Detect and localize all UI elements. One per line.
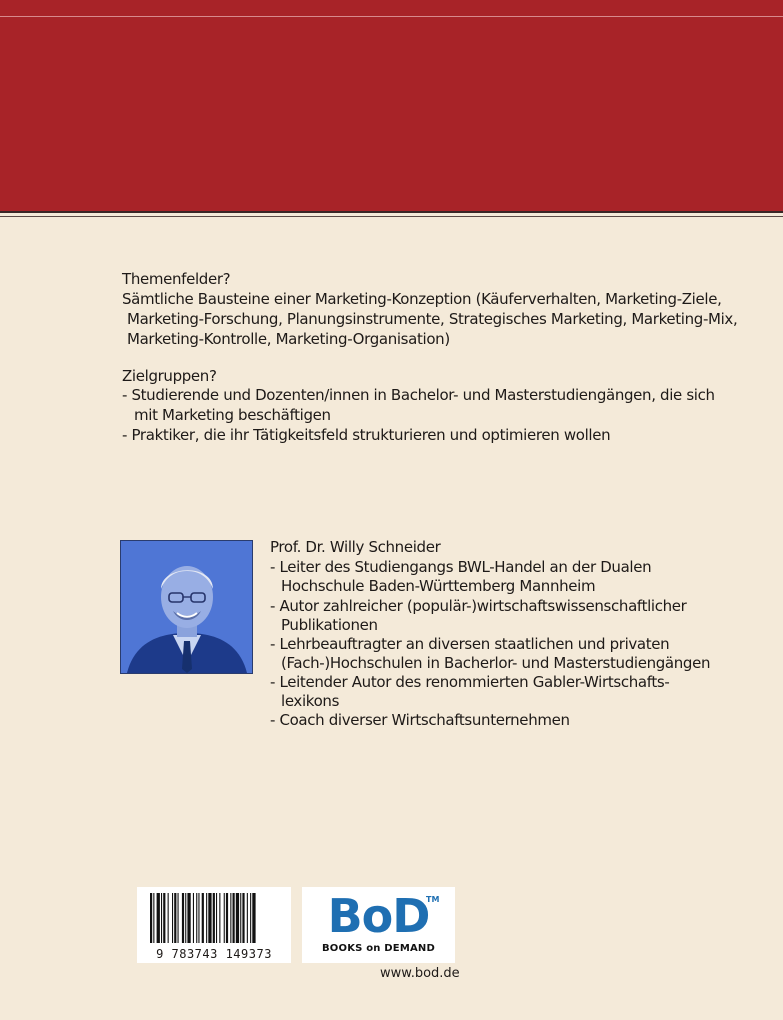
barcode-bar — [242, 893, 244, 943]
barcode-bar — [250, 893, 251, 943]
author-line-7: - Leitender Autor des renommierten Gabler-Wirtschafts- — [270, 673, 670, 691]
themen-line-1: Sämtliche Bausteine einer Marketing-Konzeption (Käuferverhalten, Marketing-Ziele, — [122, 290, 722, 308]
barcode-bar — [157, 893, 160, 943]
author-line-3: - Autor zahlreicher (populär-)wirtschaftswissenschaftlicher — [270, 597, 687, 615]
barcode-bar — [161, 893, 162, 943]
ziel-line-2: mit Marketing beschäftigen — [134, 406, 331, 424]
bod-tagline: BOOKS on DEMAND — [321, 943, 436, 954]
barcode-bar — [213, 893, 215, 943]
barcode-bar — [230, 893, 231, 943]
barcode-bar — [226, 893, 228, 943]
themen-line-3: Marketing-Kontrolle, Marketing-Organisation) — [127, 330, 450, 348]
barcode-bar — [216, 893, 217, 943]
bod-logo-text: BoD — [327, 889, 430, 943]
author-line-6: (Fach-)Hochschulen in Bacherlor- und Masterstudiengängen — [281, 654, 711, 672]
barcode-bar — [247, 893, 248, 943]
barcode-bar — [153, 893, 154, 943]
barcode-bar — [252, 893, 255, 943]
isbn-digits: 9 783743 149373 — [156, 947, 272, 961]
barcode — [137, 887, 291, 963]
divider-rule — [0, 211, 783, 213]
publisher-logo — [302, 887, 455, 963]
ziel-line-3: - Praktiker, die ihr Tätigkeitsfeld strukturieren und optimieren wollen — [122, 426, 611, 444]
themen-heading: Themenfelder? — [122, 270, 231, 288]
author-line-2: Hochschule Baden-Württemberg Mannheim — [281, 577, 596, 595]
author-name: Prof. Dr. Willy Schneider — [270, 538, 441, 556]
author-line-1: - Leiter des Studiengangs BWL-Handel an der Dualen — [270, 558, 652, 576]
barcode-bar — [202, 893, 204, 943]
author-line-9: - Coach diverser Wirtschaftsunternehmen — [270, 711, 570, 729]
barcode-bar — [196, 893, 197, 943]
author-line-8: lexikons — [281, 692, 340, 710]
barcode-bar — [172, 893, 173, 943]
barcode-bar — [193, 893, 194, 943]
author-line-4: Publikationen — [281, 616, 378, 634]
barcode-bar — [219, 893, 220, 943]
barcode-bar — [182, 893, 184, 943]
barcode-bar — [163, 893, 165, 943]
bod-trademark: TM — [426, 895, 440, 904]
barcode-bar — [150, 893, 152, 943]
barcode-bar — [236, 893, 239, 943]
barcode-bar — [198, 893, 199, 943]
barcode-bar — [185, 893, 186, 943]
publisher-website: www.bod.de — [380, 966, 460, 981]
author-portrait-icon — [120, 540, 253, 674]
themen-line-2: Marketing-Forschung, Planungsinstrumente, Strategisches Marketing, Marketing-Mix, — [127, 310, 738, 328]
divider-rule-thin — [0, 216, 783, 217]
barcode-bar — [178, 893, 179, 943]
ziel-line-1: - Studierende und Dozenten/innen in Bachelor- und Masterstudiengängen, die sich — [122, 386, 715, 404]
barcode-bar — [240, 893, 241, 943]
barcode-bar — [233, 893, 235, 943]
barcode-bar — [187, 893, 190, 943]
barcode-bar — [168, 893, 169, 943]
header-band — [0, 0, 783, 211]
band-highlight-line — [0, 16, 783, 17]
barcode-bar — [208, 893, 211, 943]
barcode-bar — [224, 893, 225, 943]
barcode-bar — [206, 893, 207, 943]
author-line-5: - Lehrbeauftragter an diversen staatlichen und privaten — [270, 635, 670, 653]
barcode-bar — [174, 893, 176, 943]
ziel-heading: Zielgruppen? — [122, 367, 217, 385]
